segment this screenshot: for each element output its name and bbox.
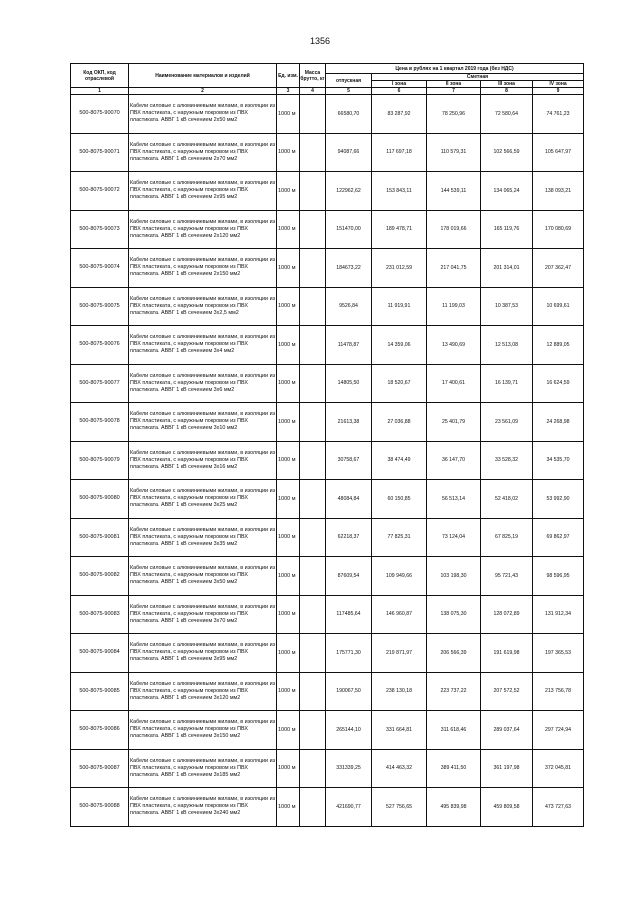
column-number-row [71,88,584,95]
table-row [71,595,584,634]
release-price: 21613,38 [326,403,372,442]
product-name: Кабели силовые с алюминиевыми жилами, в изоляции из ПВХ пластиката, с наружным покровом из ПВХ пластиката. АВВГ 1 кВ сечением 3х95 мм2 [129,634,277,673]
zone-3-price: 72 580,64 [481,95,533,134]
mass-cell [300,172,326,211]
table-row [71,518,584,557]
unit-cell: 1000 м [277,711,300,750]
mass-cell [300,133,326,172]
unit-cell: 1000 м [277,249,300,288]
zone-3-price: 33 528,32 [481,441,533,480]
unit-cell: 1000 м [277,749,300,788]
zone-4-price: 12 889,05 [533,326,584,365]
product-name: Кабели силовые с алюминиевыми жилами, в изоляции из ПВХ пластиката, с наружным покровом из ПВХ пластиката. АВВГ 1 кВ сечением 2х150 мм2 [129,249,277,288]
product-code: 500-8075-90079 [71,441,129,480]
zone-3-price: 207 572,52 [481,672,533,711]
zone-1-price: 146 960,87 [372,595,427,634]
product-name: Кабели силовые с алюминиевыми жилами, в изоляции из ПВХ пластиката, с наружным покровом из ПВХ пластиката. АВВГ 1 кВ сечением 3х4 мм2 [129,326,277,365]
table-row [71,634,584,673]
unit-cell: 1000 м [277,441,300,480]
product-name: Кабели силовые с алюминиевыми жилами, в изоляции из ПВХ пластиката, с наружным покровом из ПВХ пластиката. АВВГ 1 кВ сечением 3х120 мм2 [129,672,277,711]
zone-2-price: 103 198,30 [427,557,481,596]
table-row [71,672,584,711]
product-code: 500-8075-90074 [71,249,129,288]
product-code: 500-8075-90081 [71,518,129,557]
zone-1-price: 219 871,97 [372,634,427,673]
header-code: Код ОКП, код отраслевой [71,64,129,88]
zone-2-price: 178 019,66 [427,210,481,249]
unit-cell: 1000 м [277,326,300,365]
zone-3-price: 191 619,98 [481,634,533,673]
release-price: 265144,10 [326,711,372,750]
mass-cell [300,518,326,557]
table-row [71,364,584,403]
zone-4-price: 16 624,59 [533,364,584,403]
header-zone-4: IV зона [533,81,584,88]
zone-2-price: 311 618,46 [427,711,481,750]
zone-2-price: 217 041,75 [427,249,481,288]
table-row [71,403,584,442]
release-price: 48084,84 [326,480,372,519]
release-price: 62218,37 [326,518,372,557]
column-number: 9 [533,88,584,95]
column-number: 7 [427,88,481,95]
product-code: 500-8075-90077 [71,364,129,403]
zone-2-price: 223 737,22 [427,672,481,711]
release-price: 66580,70 [326,95,372,134]
product-code: 500-8075-90075 [71,287,129,326]
table-row [71,172,584,211]
unit-cell: 1000 м [277,95,300,134]
zone-4-price: 197 365,53 [533,634,584,673]
unit-cell: 1000 м [277,403,300,442]
zone-1-price: 109 949,66 [372,557,427,596]
zone-4-price: 372 045,81 [533,749,584,788]
product-code: 500-8075-90087 [71,749,129,788]
release-price: 151470,00 [326,210,372,249]
product-name: Кабели силовые с алюминиевыми жилами, в изоляции из ПВХ пластиката, с наружным покровом из ПВХ пластиката. АВВГ 1 кВ сечением 3х50 мм2 [129,557,277,596]
mass-cell [300,788,326,827]
zone-2-price: 495 839,98 [427,788,481,827]
zone-1-price: 231 012,59 [372,249,427,288]
zone-1-price: 60 150,85 [372,480,427,519]
unit-cell: 1000 м [277,364,300,403]
unit-cell: 1000 м [277,634,300,673]
product-name: Кабели силовые с алюминиевыми жилами, в изоляции из ПВХ пластиката, с наружным покровом из ПВХ пластиката. АВВГ 1 кВ сечением 3х2,5 мм2 [129,287,277,326]
zone-4-price: 105 647,97 [533,133,584,172]
zone-3-price: 459 809,58 [481,788,533,827]
table-row [71,95,584,134]
unit-cell: 1000 м [277,595,300,634]
table-row [71,249,584,288]
product-code: 500-8075-90080 [71,480,129,519]
product-code: 500-8075-90071 [71,133,129,172]
table-row [71,749,584,788]
table-row [71,133,584,172]
header-zone-3: III зона [481,81,533,88]
unit-cell: 1000 м [277,287,300,326]
page-number: 1356 [309,36,331,46]
column-number: 1 [71,88,129,95]
product-code: 500-8075-90072 [71,172,129,211]
release-price: 87609,54 [326,557,372,596]
zone-2-price: 138 075,30 [427,595,481,634]
product-code: 500-8075-90086 [71,711,129,750]
header-unit: Ед. изм. [277,64,300,88]
zone-2-price: 11 199,03 [427,287,481,326]
unit-cell: 1000 м [277,210,300,249]
table-row [71,441,584,480]
header-mass: Масса брутто, кг [300,64,326,88]
product-name: Кабели силовые с алюминиевыми жилами, в изоляции из ПВХ пластиката, с наружным покровом из ПВХ пластиката. АВВГ 1 кВ сечением 3х10 мм2 [129,403,277,442]
zone-2-price: 36 147,70 [427,441,481,480]
zone-3-price: 16 139,71 [481,364,533,403]
zone-2-price: 13 490,69 [427,326,481,365]
zone-3-price: 361 197,98 [481,749,533,788]
release-price: 421690,77 [326,788,372,827]
zone-1-price: 414 463,32 [372,749,427,788]
zone-1-price: 238 130,18 [372,672,427,711]
unit-cell: 1000 м [277,172,300,211]
zone-4-price: 10 699,61 [533,287,584,326]
unit-cell: 1000 м [277,788,300,827]
zone-4-price: 24 268,98 [533,403,584,442]
zone-1-price: 18 520,67 [372,364,427,403]
release-price: 117485,64 [326,595,372,634]
mass-cell [300,364,326,403]
zone-3-price: 128 072,89 [481,595,533,634]
release-price: 30758,67 [326,441,372,480]
zone-3-price: 165 119,76 [481,210,533,249]
unit-cell: 1000 м [277,518,300,557]
column-number: 5 [326,88,372,95]
mass-cell [300,480,326,519]
table-body [71,95,584,827]
zone-4-price: 207 362,47 [533,249,584,288]
mass-cell [300,210,326,249]
header-release-price: отпускная [326,74,372,88]
mass-cell [300,95,326,134]
product-name: Кабели силовые с алюминиевыми жилами, в изоляции из ПВХ пластиката, с наружным покровом из ПВХ пластиката. АВВГ 1 кВ сечением 2х50 мм2 [129,95,277,134]
header-name: Наименование материалов и изделий [129,64,277,88]
mass-cell [300,249,326,288]
zone-1-price: 153 843,11 [372,172,427,211]
product-name: Кабели силовые с алюминиевыми жилами, в изоляции из ПВХ пластиката, с наружным покровом из ПВХ пластиката. АВВГ 1 кВ сечением 3х16 мм2 [129,441,277,480]
product-name: Кабели силовые с алюминиевыми жилами, в изоляции из ПВХ пластиката, с наружным покровом из ПВХ пластиката. АВВГ 1 кВ сечением 3х70 мм2 [129,595,277,634]
zone-4-price: 473 727,63 [533,788,584,827]
product-name: Кабели силовые с алюминиевыми жилами, в изоляции из ПВХ пластиката, с наружным покровом из ПВХ пластиката. АВВГ 1 кВ сечением 3х185 мм2 [129,749,277,788]
mass-cell [300,557,326,596]
release-price: 11478,87 [326,326,372,365]
column-number: 8 [481,88,533,95]
product-code: 500-8075-90083 [71,595,129,634]
zone-4-price: 69 862,97 [533,518,584,557]
zone-2-price: 110 579,31 [427,133,481,172]
product-name: Кабели силовые с алюминиевыми жилами, в изоляции из ПВХ пластиката, с наружным покровом из ПВХ пластиката. АВВГ 1 кВ сечением 3х25 мм2 [129,480,277,519]
release-price: 331339,25 [326,749,372,788]
zone-1-price: 527 756,65 [372,788,427,827]
zone-2-price: 73 124,04 [427,518,481,557]
zone-1-price: 83 287,92 [372,95,427,134]
table-row [71,287,584,326]
product-code: 500-8075-90085 [71,672,129,711]
mass-cell [300,711,326,750]
zone-4-price: 53 992,90 [533,480,584,519]
zone-3-price: 52 418,02 [481,480,533,519]
zone-4-price: 297 724,94 [533,711,584,750]
product-code: 500-8075-90070 [71,95,129,134]
zone-3-price: 23 561,09 [481,403,533,442]
table-row [71,557,584,596]
unit-cell: 1000 м [277,557,300,596]
release-price: 190067,50 [326,672,372,711]
zone-2-price: 389 411,50 [427,749,481,788]
product-code: 500-8075-90084 [71,634,129,673]
unit-cell: 1000 м [277,672,300,711]
release-price: 175771,30 [326,634,372,673]
column-number: 4 [300,88,326,95]
mass-cell [300,287,326,326]
mass-cell [300,672,326,711]
table-row [71,326,584,365]
column-number: 2 [129,88,277,95]
mass-cell [300,441,326,480]
zone-3-price: 67 825,19 [481,518,533,557]
mass-cell [300,634,326,673]
release-price: 94087,66 [326,133,372,172]
header-zone-2: II зона [427,81,481,88]
zone-1-price: 11 919,91 [372,287,427,326]
zone-3-price: 102 566,59 [481,133,533,172]
zone-1-price: 27 036,88 [372,403,427,442]
zone-1-price: 14 359,06 [372,326,427,365]
header-zone-1: I зона [372,81,427,88]
table-row [71,711,584,750]
zone-1-price: 117 697,18 [372,133,427,172]
product-name: Кабели силовые с алюминиевыми жилами, в изоляции из ПВХ пластиката, с наружным покровом из ПВХ пластиката. АВВГ 1 кВ сечением 2х70 мм2 [129,133,277,172]
zone-4-price: 34 535,70 [533,441,584,480]
zone-2-price: 25 401,79 [427,403,481,442]
mass-cell [300,595,326,634]
table-row [71,788,584,827]
product-name: Кабели силовые с алюминиевыми жилами, в изоляции из ПВХ пластиката, с наружным покровом из ПВХ пластиката. АВВГ 1 кВ сечением 3х6 мм2 [129,364,277,403]
zone-4-price: 74 761,23 [533,95,584,134]
release-price: 122962,62 [326,172,372,211]
mass-cell [300,403,326,442]
zone-4-price: 138 093,21 [533,172,584,211]
zone-2-price: 56 513,14 [427,480,481,519]
zone-3-price: 289 037,64 [481,711,533,750]
product-code: 500-8075-90076 [71,326,129,365]
product-name: Кабели силовые с алюминиевыми жилами, в изоляции из ПВХ пластиката, с наружным покровом из ПВХ пластиката. АВВГ 1 кВ сечением 2х95 мм2 [129,172,277,211]
zone-2-price: 17 400,61 [427,364,481,403]
product-code: 500-8075-90078 [71,403,129,442]
zone-1-price: 77 825,31 [372,518,427,557]
zone-2-price: 78 250,96 [427,95,481,134]
unit-cell: 1000 м [277,133,300,172]
zone-4-price: 213 756,78 [533,672,584,711]
zone-1-price: 38 474,49 [372,441,427,480]
product-name: Кабели силовые с алюминиевыми жилами, в изоляции из ПВХ пластиката, с наружным покровом из ПВХ пластиката. АВВГ 1 кВ сечением 3х35 мм2 [129,518,277,557]
zone-1-price: 331 664,81 [372,711,427,750]
product-code: 500-8075-90073 [71,210,129,249]
zone-2-price: 206 566,39 [427,634,481,673]
product-name: Кабели силовые с алюминиевыми жилами, в изоляции из ПВХ пластиката, с наружным покровом из ПВХ пластиката. АВВГ 1 кВ сечением 3х150 мм2 [129,711,277,750]
zone-4-price: 131 912,34 [533,595,584,634]
product-code: 500-8075-90088 [71,788,129,827]
price-table [70,63,584,827]
zone-1-price: 189 478,71 [372,210,427,249]
product-name: Кабели силовые с алюминиевыми жилами, в изоляции из ПВХ пластиката, с наружным покровом из ПВХ пластиката. АВВГ 1 кВ сечением 3х240 мм2 [129,788,277,827]
product-name: Кабели силовые с алюминиевыми жилами, в изоляции из ПВХ пластиката, с наружным покровом из ПВХ пластиката. АВВГ 1 кВ сечением 2х120 мм2 [129,210,277,249]
column-number: 3 [277,88,300,95]
zone-4-price: 98 596,95 [533,557,584,596]
table-row [71,210,584,249]
header-price-group: Цена в рублях на 1 квартал 2019 года (без НДС) [326,64,584,74]
table-row [71,480,584,519]
mass-cell [300,326,326,365]
zone-3-price: 12 513,08 [481,326,533,365]
column-number: 6 [372,88,427,95]
unit-cell: 1000 м [277,480,300,519]
zone-3-price: 10 387,53 [481,287,533,326]
zone-3-price: 134 065,24 [481,172,533,211]
zone-3-price: 95 721,43 [481,557,533,596]
release-price: 9526,84 [326,287,372,326]
release-price: 14805,50 [326,364,372,403]
zone-2-price: 144 539,11 [427,172,481,211]
zone-4-price: 170 080,69 [533,210,584,249]
product-code: 500-8075-90082 [71,557,129,596]
header-estimate: Сметная [372,74,584,81]
release-price: 184673,22 [326,249,372,288]
mass-cell [300,749,326,788]
zone-3-price: 201 314,01 [481,249,533,288]
